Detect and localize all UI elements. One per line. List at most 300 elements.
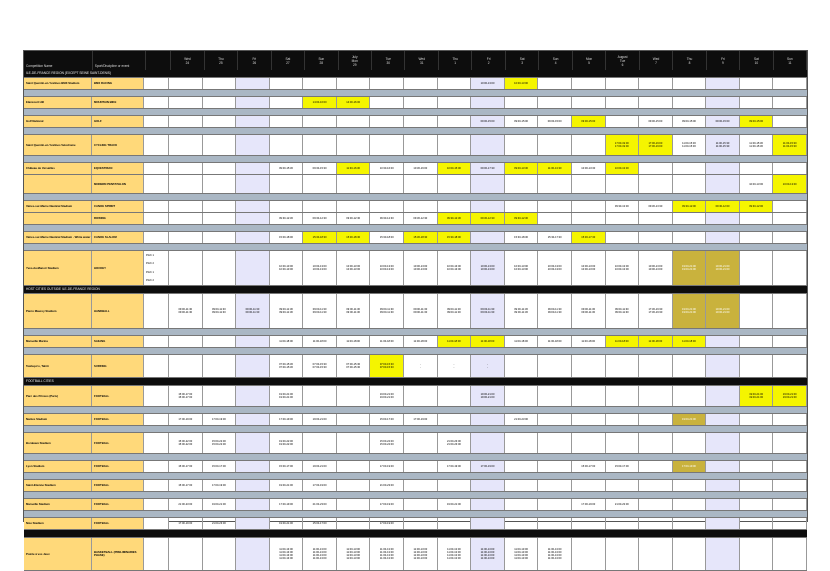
session-cell[interactable]	[370, 499, 404, 510]
session-cell[interactable]	[606, 201, 640, 212]
session-cell[interactable]	[538, 116, 572, 127]
session-cell[interactable]	[438, 116, 472, 127]
session-cell[interactable]	[370, 518, 404, 529]
session-cell[interactable]	[337, 294, 371, 328]
session-cell[interactable]	[303, 433, 337, 453]
session-cell[interactable]	[270, 538, 304, 570]
session-cell[interactable]	[538, 414, 572, 425]
session-cell[interactable]	[673, 499, 707, 510]
session-cell[interactable]	[169, 251, 203, 285]
session-cell[interactable]	[505, 213, 539, 224]
session-cell[interactable]	[203, 538, 237, 570]
session-cell[interactable]	[303, 386, 337, 406]
session-cell[interactable]	[606, 294, 640, 328]
session-cell[interactable]	[370, 355, 404, 377]
session-cell[interactable]	[236, 251, 270, 285]
session-cell[interactable]	[471, 294, 505, 328]
session-cell[interactable]	[270, 175, 304, 193]
session-cell[interactable]	[471, 232, 505, 243]
session-cell[interactable]	[404, 499, 438, 510]
session-cell[interactable]	[606, 336, 640, 347]
session-cell[interactable]	[404, 232, 438, 243]
session-cell[interactable]	[236, 499, 270, 510]
session-cell[interactable]	[572, 97, 606, 108]
session-cell[interactable]	[572, 433, 606, 453]
session-cell[interactable]	[270, 97, 304, 108]
session-cell[interactable]	[169, 232, 203, 243]
session-cell[interactable]	[370, 78, 404, 89]
session-cell[interactable]	[572, 163, 606, 174]
session-cell[interactable]	[572, 201, 606, 212]
session-cell[interactable]	[337, 480, 371, 491]
session-cell[interactable]	[606, 175, 640, 193]
session-cell[interactable]	[505, 294, 539, 328]
session-cell[interactable]	[740, 499, 774, 510]
session-cell[interactable]	[203, 433, 237, 453]
session-cell[interactable]	[606, 414, 640, 425]
session-cell[interactable]	[639, 213, 673, 224]
session-cell[interactable]	[740, 97, 774, 108]
session-cell[interactable]	[471, 538, 505, 570]
session-cell[interactable]	[606, 433, 640, 453]
session-cell[interactable]	[673, 97, 707, 108]
session-cell[interactable]	[740, 116, 774, 127]
session-cell[interactable]	[370, 414, 404, 425]
session-cell[interactable]	[404, 414, 438, 425]
session-cell[interactable]	[673, 386, 707, 406]
session-cell[interactable]	[303, 116, 337, 127]
session-cell[interactable]	[538, 538, 572, 570]
session-cell[interactable]	[270, 213, 304, 224]
session-cell[interactable]	[337, 175, 371, 193]
session-cell[interactable]	[203, 163, 237, 174]
session-cell[interactable]	[370, 336, 404, 347]
session-cell[interactable]	[706, 97, 740, 108]
session-cell[interactable]	[303, 355, 337, 377]
session-cell[interactable]	[236, 97, 270, 108]
session-cell[interactable]	[505, 355, 539, 377]
session-cell[interactable]	[505, 499, 539, 510]
session-cell[interactable]	[236, 518, 270, 529]
session-cell[interactable]	[606, 251, 640, 285]
session-cell[interactable]	[337, 433, 371, 453]
session-cell[interactable]	[471, 78, 505, 89]
session-cell[interactable]	[404, 251, 438, 285]
session-cell[interactable]	[169, 213, 203, 224]
session-cell[interactable]	[606, 213, 640, 224]
session-cell[interactable]	[538, 355, 572, 377]
session-cell[interactable]	[639, 294, 673, 328]
session-cell[interactable]	[236, 116, 270, 127]
session-cell[interactable]	[538, 175, 572, 193]
session-cell[interactable]	[773, 433, 807, 453]
session-cell[interactable]	[169, 518, 203, 529]
session-cell[interactable]	[606, 480, 640, 491]
session-cell[interactable]	[438, 232, 472, 243]
session-cell[interactable]	[203, 294, 237, 328]
session-cell[interactable]	[639, 499, 673, 510]
session-cell[interactable]	[572, 461, 606, 472]
session-cell[interactable]	[505, 163, 539, 174]
session-cell[interactable]	[773, 201, 807, 212]
session-cell[interactable]	[538, 499, 572, 510]
session-cell[interactable]	[740, 232, 774, 243]
session-cell[interactable]	[505, 135, 539, 155]
session-cell[interactable]	[471, 135, 505, 155]
session-cell[interactable]	[438, 163, 472, 174]
session-cell[interactable]	[370, 251, 404, 285]
session-cell[interactable]	[538, 480, 572, 491]
session-cell[interactable]	[337, 336, 371, 347]
session-cell[interactable]	[370, 433, 404, 453]
session-cell[interactable]	[673, 163, 707, 174]
session-cell[interactable]	[169, 294, 203, 328]
session-cell[interactable]	[673, 251, 707, 285]
session-cell[interactable]	[673, 175, 707, 193]
session-cell[interactable]	[203, 480, 237, 491]
session-cell[interactable]	[438, 499, 472, 510]
session-cell[interactable]	[471, 433, 505, 453]
session-cell[interactable]	[404, 336, 438, 347]
session-cell[interactable]	[370, 97, 404, 108]
session-cell[interactable]	[438, 336, 472, 347]
session-cell[interactable]	[706, 538, 740, 570]
session-cell[interactable]	[773, 499, 807, 510]
session-cell[interactable]	[505, 251, 539, 285]
session-cell[interactable]	[606, 499, 640, 510]
session-cell[interactable]	[203, 232, 237, 243]
session-cell[interactable]	[270, 414, 304, 425]
session-cell[interactable]	[471, 336, 505, 347]
session-cell[interactable]	[505, 232, 539, 243]
session-cell[interactable]	[773, 518, 807, 529]
session-cell[interactable]	[706, 433, 740, 453]
session-cell[interactable]	[169, 78, 203, 89]
session-cell[interactable]	[236, 232, 270, 243]
session-cell[interactable]	[740, 294, 774, 328]
session-cell[interactable]	[236, 175, 270, 193]
session-cell[interactable]	[740, 414, 774, 425]
session-cell[interactable]	[505, 97, 539, 108]
session-cell[interactable]	[673, 414, 707, 425]
session-cell[interactable]	[438, 414, 472, 425]
session-cell[interactable]	[270, 201, 304, 212]
session-cell[interactable]	[270, 386, 304, 406]
session-cell[interactable]	[337, 232, 371, 243]
session-cell[interactable]	[471, 499, 505, 510]
session-cell[interactable]	[471, 163, 505, 174]
session-cell[interactable]	[370, 461, 404, 472]
session-cell[interactable]	[203, 251, 237, 285]
session-cell[interactable]	[572, 213, 606, 224]
session-cell[interactable]	[706, 294, 740, 328]
session-cell[interactable]	[270, 518, 304, 529]
session-cell[interactable]	[538, 232, 572, 243]
session-cell[interactable]	[471, 355, 505, 377]
session-cell[interactable]	[471, 251, 505, 285]
session-cell[interactable]	[673, 294, 707, 328]
session-cell[interactable]	[438, 461, 472, 472]
session-cell[interactable]	[438, 433, 472, 453]
session-cell[interactable]	[538, 518, 572, 529]
session-cell[interactable]	[337, 386, 371, 406]
session-cell[interactable]	[236, 433, 270, 453]
session-cell[interactable]	[337, 251, 371, 285]
session-cell[interactable]	[572, 414, 606, 425]
session-cell[interactable]	[236, 480, 270, 491]
session-cell[interactable]	[438, 175, 472, 193]
session-cell[interactable]	[303, 461, 337, 472]
session-cell[interactable]	[773, 386, 807, 406]
session-cell[interactable]	[404, 433, 438, 453]
session-cell[interactable]	[538, 433, 572, 453]
session-cell[interactable]	[203, 518, 237, 529]
session-cell[interactable]	[572, 499, 606, 510]
session-cell[interactable]	[169, 480, 203, 491]
session-cell[interactable]	[203, 414, 237, 425]
session-cell[interactable]	[471, 175, 505, 193]
session-cell[interactable]	[471, 518, 505, 529]
session-cell[interactable]	[538, 135, 572, 155]
session-cell[interactable]	[505, 518, 539, 529]
session-cell[interactable]	[337, 499, 371, 510]
session-cell[interactable]	[639, 518, 673, 529]
session-cell[interactable]	[404, 518, 438, 529]
session-cell[interactable]	[404, 213, 438, 224]
session-cell[interactable]	[169, 433, 203, 453]
session-cell[interactable]	[337, 201, 371, 212]
session-cell[interactable]	[270, 433, 304, 453]
session-cell[interactable]	[572, 355, 606, 377]
session-cell[interactable]	[203, 135, 237, 155]
session-cell[interactable]	[169, 386, 203, 406]
session-cell[interactable]	[236, 386, 270, 406]
session-cell[interactable]	[303, 538, 337, 570]
session-cell[interactable]	[572, 175, 606, 193]
session-cell[interactable]	[236, 336, 270, 347]
session-cell[interactable]	[337, 213, 371, 224]
session-cell[interactable]	[740, 480, 774, 491]
session-cell[interactable]	[438, 294, 472, 328]
session-cell[interactable]	[706, 163, 740, 174]
session-cell[interactable]	[169, 175, 203, 193]
session-cell[interactable]	[438, 213, 472, 224]
session-cell[interactable]	[236, 355, 270, 377]
session-cell[interactable]	[236, 538, 270, 570]
session-cell[interactable]	[639, 201, 673, 212]
session-cell[interactable]	[673, 433, 707, 453]
session-cell[interactable]	[538, 386, 572, 406]
session-cell[interactable]	[337, 163, 371, 174]
session-cell[interactable]	[673, 480, 707, 491]
session-cell[interactable]	[203, 97, 237, 108]
session-cell[interactable]	[203, 461, 237, 472]
session-cell[interactable]	[639, 461, 673, 472]
session-cell[interactable]	[773, 78, 807, 89]
session-cell[interactable]	[773, 135, 807, 155]
session-cell[interactable]	[337, 116, 371, 127]
session-cell[interactable]	[706, 201, 740, 212]
session-cell[interactable]	[337, 461, 371, 472]
session-cell[interactable]	[438, 386, 472, 406]
session-cell[interactable]	[370, 386, 404, 406]
session-cell[interactable]	[270, 480, 304, 491]
session-cell[interactable]	[236, 294, 270, 328]
session-cell[interactable]	[303, 97, 337, 108]
session-cell[interactable]	[303, 175, 337, 193]
session-cell[interactable]	[639, 175, 673, 193]
session-cell[interactable]	[706, 480, 740, 491]
session-cell[interactable]	[505, 538, 539, 570]
session-cell[interactable]	[538, 294, 572, 328]
session-cell[interactable]	[639, 78, 673, 89]
session-cell[interactable]	[236, 163, 270, 174]
session-cell[interactable]	[303, 213, 337, 224]
session-cell[interactable]	[538, 336, 572, 347]
session-cell[interactable]	[639, 232, 673, 243]
session-cell[interactable]	[370, 232, 404, 243]
session-cell[interactable]	[370, 213, 404, 224]
session-cell[interactable]	[740, 175, 774, 193]
session-cell[interactable]	[639, 414, 673, 425]
session-cell[interactable]	[169, 116, 203, 127]
session-cell[interactable]	[505, 414, 539, 425]
session-cell[interactable]	[438, 201, 472, 212]
session-cell[interactable]	[169, 538, 203, 570]
session-cell[interactable]	[169, 499, 203, 510]
session-cell[interactable]	[270, 135, 304, 155]
session-cell[interactable]	[337, 538, 371, 570]
session-cell[interactable]	[639, 251, 673, 285]
session-cell[interactable]	[773, 213, 807, 224]
session-cell[interactable]	[572, 518, 606, 529]
session-cell[interactable]	[572, 386, 606, 406]
session-cell[interactable]	[337, 414, 371, 425]
session-cell[interactable]	[673, 336, 707, 347]
session-cell[interactable]	[203, 116, 237, 127]
session-cell[interactable]	[606, 97, 640, 108]
session-cell[interactable]	[404, 78, 438, 89]
session-cell[interactable]	[706, 414, 740, 425]
session-cell[interactable]	[404, 355, 438, 377]
session-cell[interactable]	[505, 433, 539, 453]
session-cell[interactable]	[471, 480, 505, 491]
session-cell[interactable]	[706, 461, 740, 472]
session-cell[interactable]	[169, 336, 203, 347]
session-cell[interactable]	[673, 116, 707, 127]
session-cell[interactable]	[169, 201, 203, 212]
session-cell[interactable]	[639, 97, 673, 108]
session-cell[interactable]	[471, 386, 505, 406]
session-cell[interactable]	[370, 135, 404, 155]
session-cell[interactable]	[773, 480, 807, 491]
session-cell[interactable]	[606, 163, 640, 174]
session-cell[interactable]	[706, 499, 740, 510]
session-cell[interactable]	[270, 116, 304, 127]
session-cell[interactable]	[236, 78, 270, 89]
session-cell[interactable]	[203, 213, 237, 224]
session-cell[interactable]	[639, 480, 673, 491]
session-cell[interactable]	[303, 251, 337, 285]
session-cell[interactable]	[270, 251, 304, 285]
session-cell[interactable]	[203, 386, 237, 406]
session-cell[interactable]	[572, 538, 606, 570]
session-cell[interactable]	[505, 78, 539, 89]
session-cell[interactable]	[740, 135, 774, 155]
session-cell[interactable]	[203, 175, 237, 193]
session-cell[interactable]	[639, 135, 673, 155]
session-cell[interactable]	[236, 414, 270, 425]
session-cell[interactable]	[404, 386, 438, 406]
session-cell[interactable]	[303, 480, 337, 491]
session-cell[interactable]	[538, 97, 572, 108]
session-cell[interactable]	[673, 135, 707, 155]
session-cell[interactable]	[673, 461, 707, 472]
session-cell[interactable]	[740, 355, 774, 377]
session-cell[interactable]	[270, 163, 304, 174]
session-cell[interactable]	[740, 213, 774, 224]
session-cell[interactable]	[538, 213, 572, 224]
session-cell[interactable]	[303, 336, 337, 347]
session-cell[interactable]	[706, 175, 740, 193]
session-cell[interactable]	[404, 480, 438, 491]
session-cell[interactable]	[572, 251, 606, 285]
session-cell[interactable]	[471, 201, 505, 212]
session-cell[interactable]	[370, 201, 404, 212]
session-cell[interactable]	[505, 201, 539, 212]
session-cell[interactable]	[303, 294, 337, 328]
session-cell[interactable]	[471, 414, 505, 425]
session-cell[interactable]	[303, 232, 337, 243]
session-cell[interactable]	[773, 538, 807, 570]
session-cell[interactable]	[404, 163, 438, 174]
session-cell[interactable]	[505, 175, 539, 193]
session-cell[interactable]	[404, 175, 438, 193]
session-cell[interactable]	[169, 163, 203, 174]
session-cell[interactable]	[438, 251, 472, 285]
session-cell[interactable]	[270, 355, 304, 377]
session-cell[interactable]	[639, 355, 673, 377]
session-cell[interactable]	[438, 355, 472, 377]
session-cell[interactable]	[370, 175, 404, 193]
session-cell[interactable]	[303, 518, 337, 529]
session-cell[interactable]	[471, 116, 505, 127]
session-cell[interactable]	[169, 414, 203, 425]
session-cell[interactable]	[438, 97, 472, 108]
session-cell[interactable]	[236, 213, 270, 224]
session-cell[interactable]	[505, 480, 539, 491]
session-cell[interactable]	[639, 538, 673, 570]
session-cell[interactable]	[236, 135, 270, 155]
session-cell[interactable]	[404, 294, 438, 328]
session-cell[interactable]	[505, 116, 539, 127]
session-cell[interactable]	[773, 355, 807, 377]
session-cell[interactable]	[773, 116, 807, 127]
session-cell[interactable]	[606, 518, 640, 529]
session-cell[interactable]	[740, 386, 774, 406]
session-cell[interactable]	[639, 116, 673, 127]
session-cell[interactable]	[606, 461, 640, 472]
session-cell[interactable]	[572, 116, 606, 127]
session-cell[interactable]	[740, 163, 774, 174]
session-cell[interactable]	[639, 386, 673, 406]
session-cell[interactable]	[639, 336, 673, 347]
session-cell[interactable]	[740, 78, 774, 89]
session-cell[interactable]	[404, 116, 438, 127]
session-cell[interactable]	[606, 116, 640, 127]
session-cell[interactable]	[706, 355, 740, 377]
session-cell[interactable]	[303, 201, 337, 212]
